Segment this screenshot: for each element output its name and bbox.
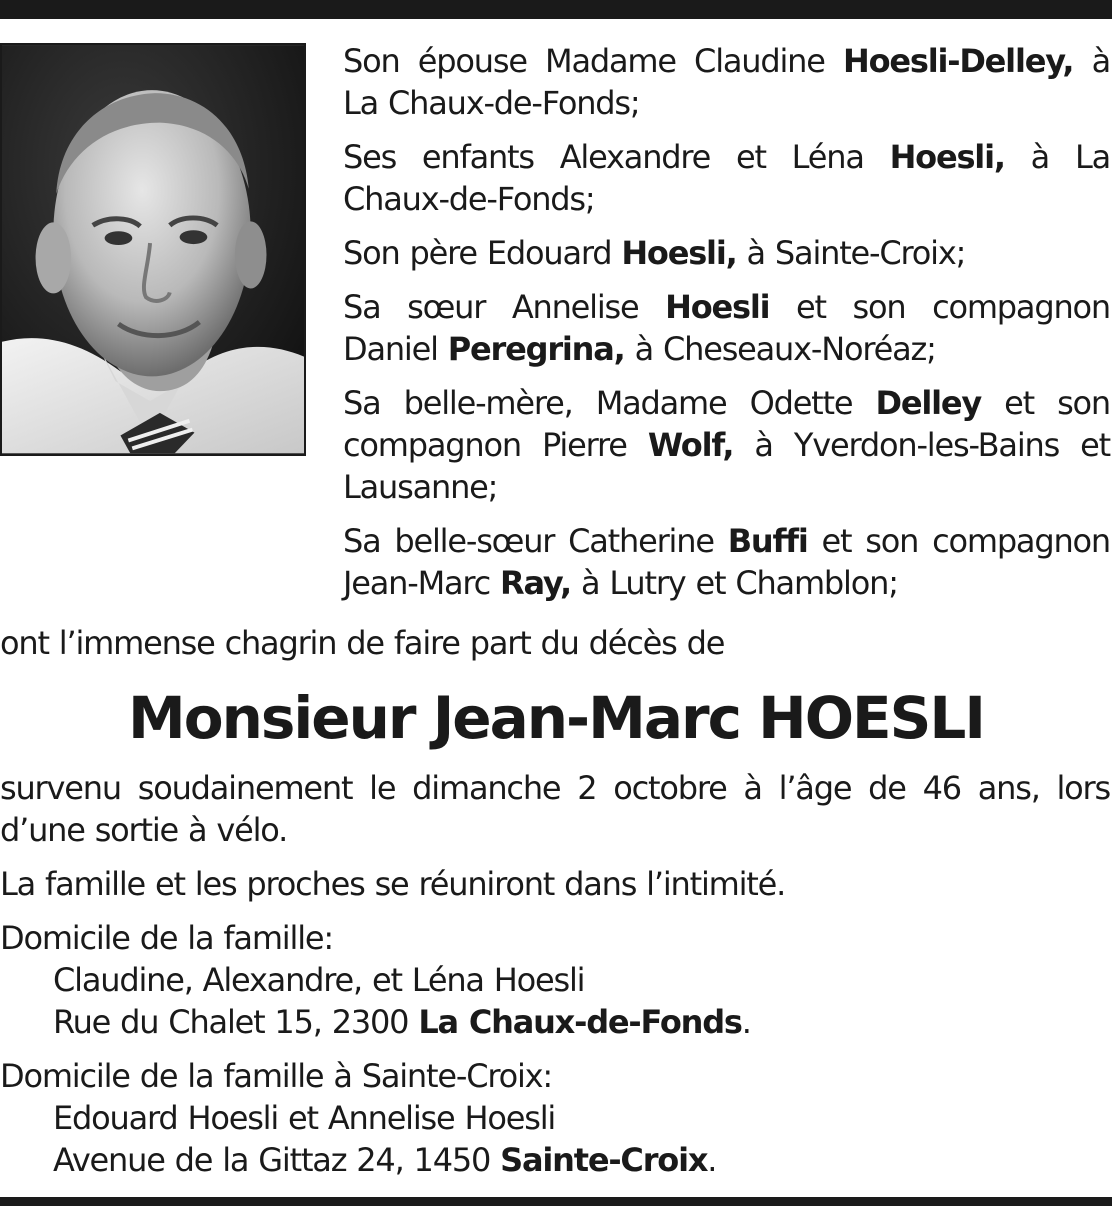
domicile-names: Claudine, Alexandre, et Léna Hoesli — [53, 961, 585, 999]
circumstances-text: survenu soudainement le dimanche 2 octobre à l’âge de 46 ans, lors d’une sortie à vélo. — [0, 769, 1110, 849]
family-list — [343, 40, 1110, 616]
top-rule — [0, 0, 1112, 19]
domicile-address: Rue du Chalet 15, 2300 La Chaux-de-Fonds. — [53, 1003, 751, 1041]
family-line-mother-in-law: Sa belle-mère, Madame Odette Delley et son compagnon Pierre Wolf, à Yverdon-les-Bains et Lausanne; — [343, 384, 1111, 506]
family-line-spouse: Son épouse Madame Claudine Hoesli-Delley, à La Chaux-de-Fonds; — [343, 42, 1110, 122]
domicile2-names: Edouard Hoesli et Annelise Hoesli — [53, 1099, 556, 1137]
family-line-children: Ses enfants Alexandre et Léna Hoesli, à La Chaux-de-Fonds; — [343, 138, 1110, 218]
family-domicile — [0, 917, 1110, 1043]
announcement-text: ont l’immense chagrin de faire part du décès de — [0, 624, 725, 662]
bottom-rule — [0, 1197, 1112, 1206]
domicile2-address: Avenue de la Gittaz 24, 1450 Sainte-Croix. — [53, 1141, 717, 1179]
ceremony-text: La famille et les proches se réuniront dans l’intimité. — [0, 865, 786, 903]
family-line-father: Son père Edouard Hoesli, à Sainte-Croix; — [343, 234, 966, 272]
deceased-name: Monsieur Jean-Marc HOESLI — [128, 684, 984, 752]
family-line-sister-in-law: Sa belle-sœur Catherine Buffi et son compagnon Jean-Marc Ray, à Lutry et Chamblon; — [343, 522, 1110, 602]
family-line-sister: Sa sœur Annelise Hoesli et son compagnon Daniel Peregrina, à Cheseaux-Noréaz; — [343, 288, 1110, 368]
sainte-croix-domicile — [0, 1055, 1110, 1181]
portrait-photo — [0, 43, 306, 456]
notice-details — [0, 767, 1110, 1193]
domicile-heading: Domicile de la famille: — [0, 919, 333, 957]
domicile2-heading: Domicile de la famille à Sainte-Croix: — [0, 1057, 552, 1095]
